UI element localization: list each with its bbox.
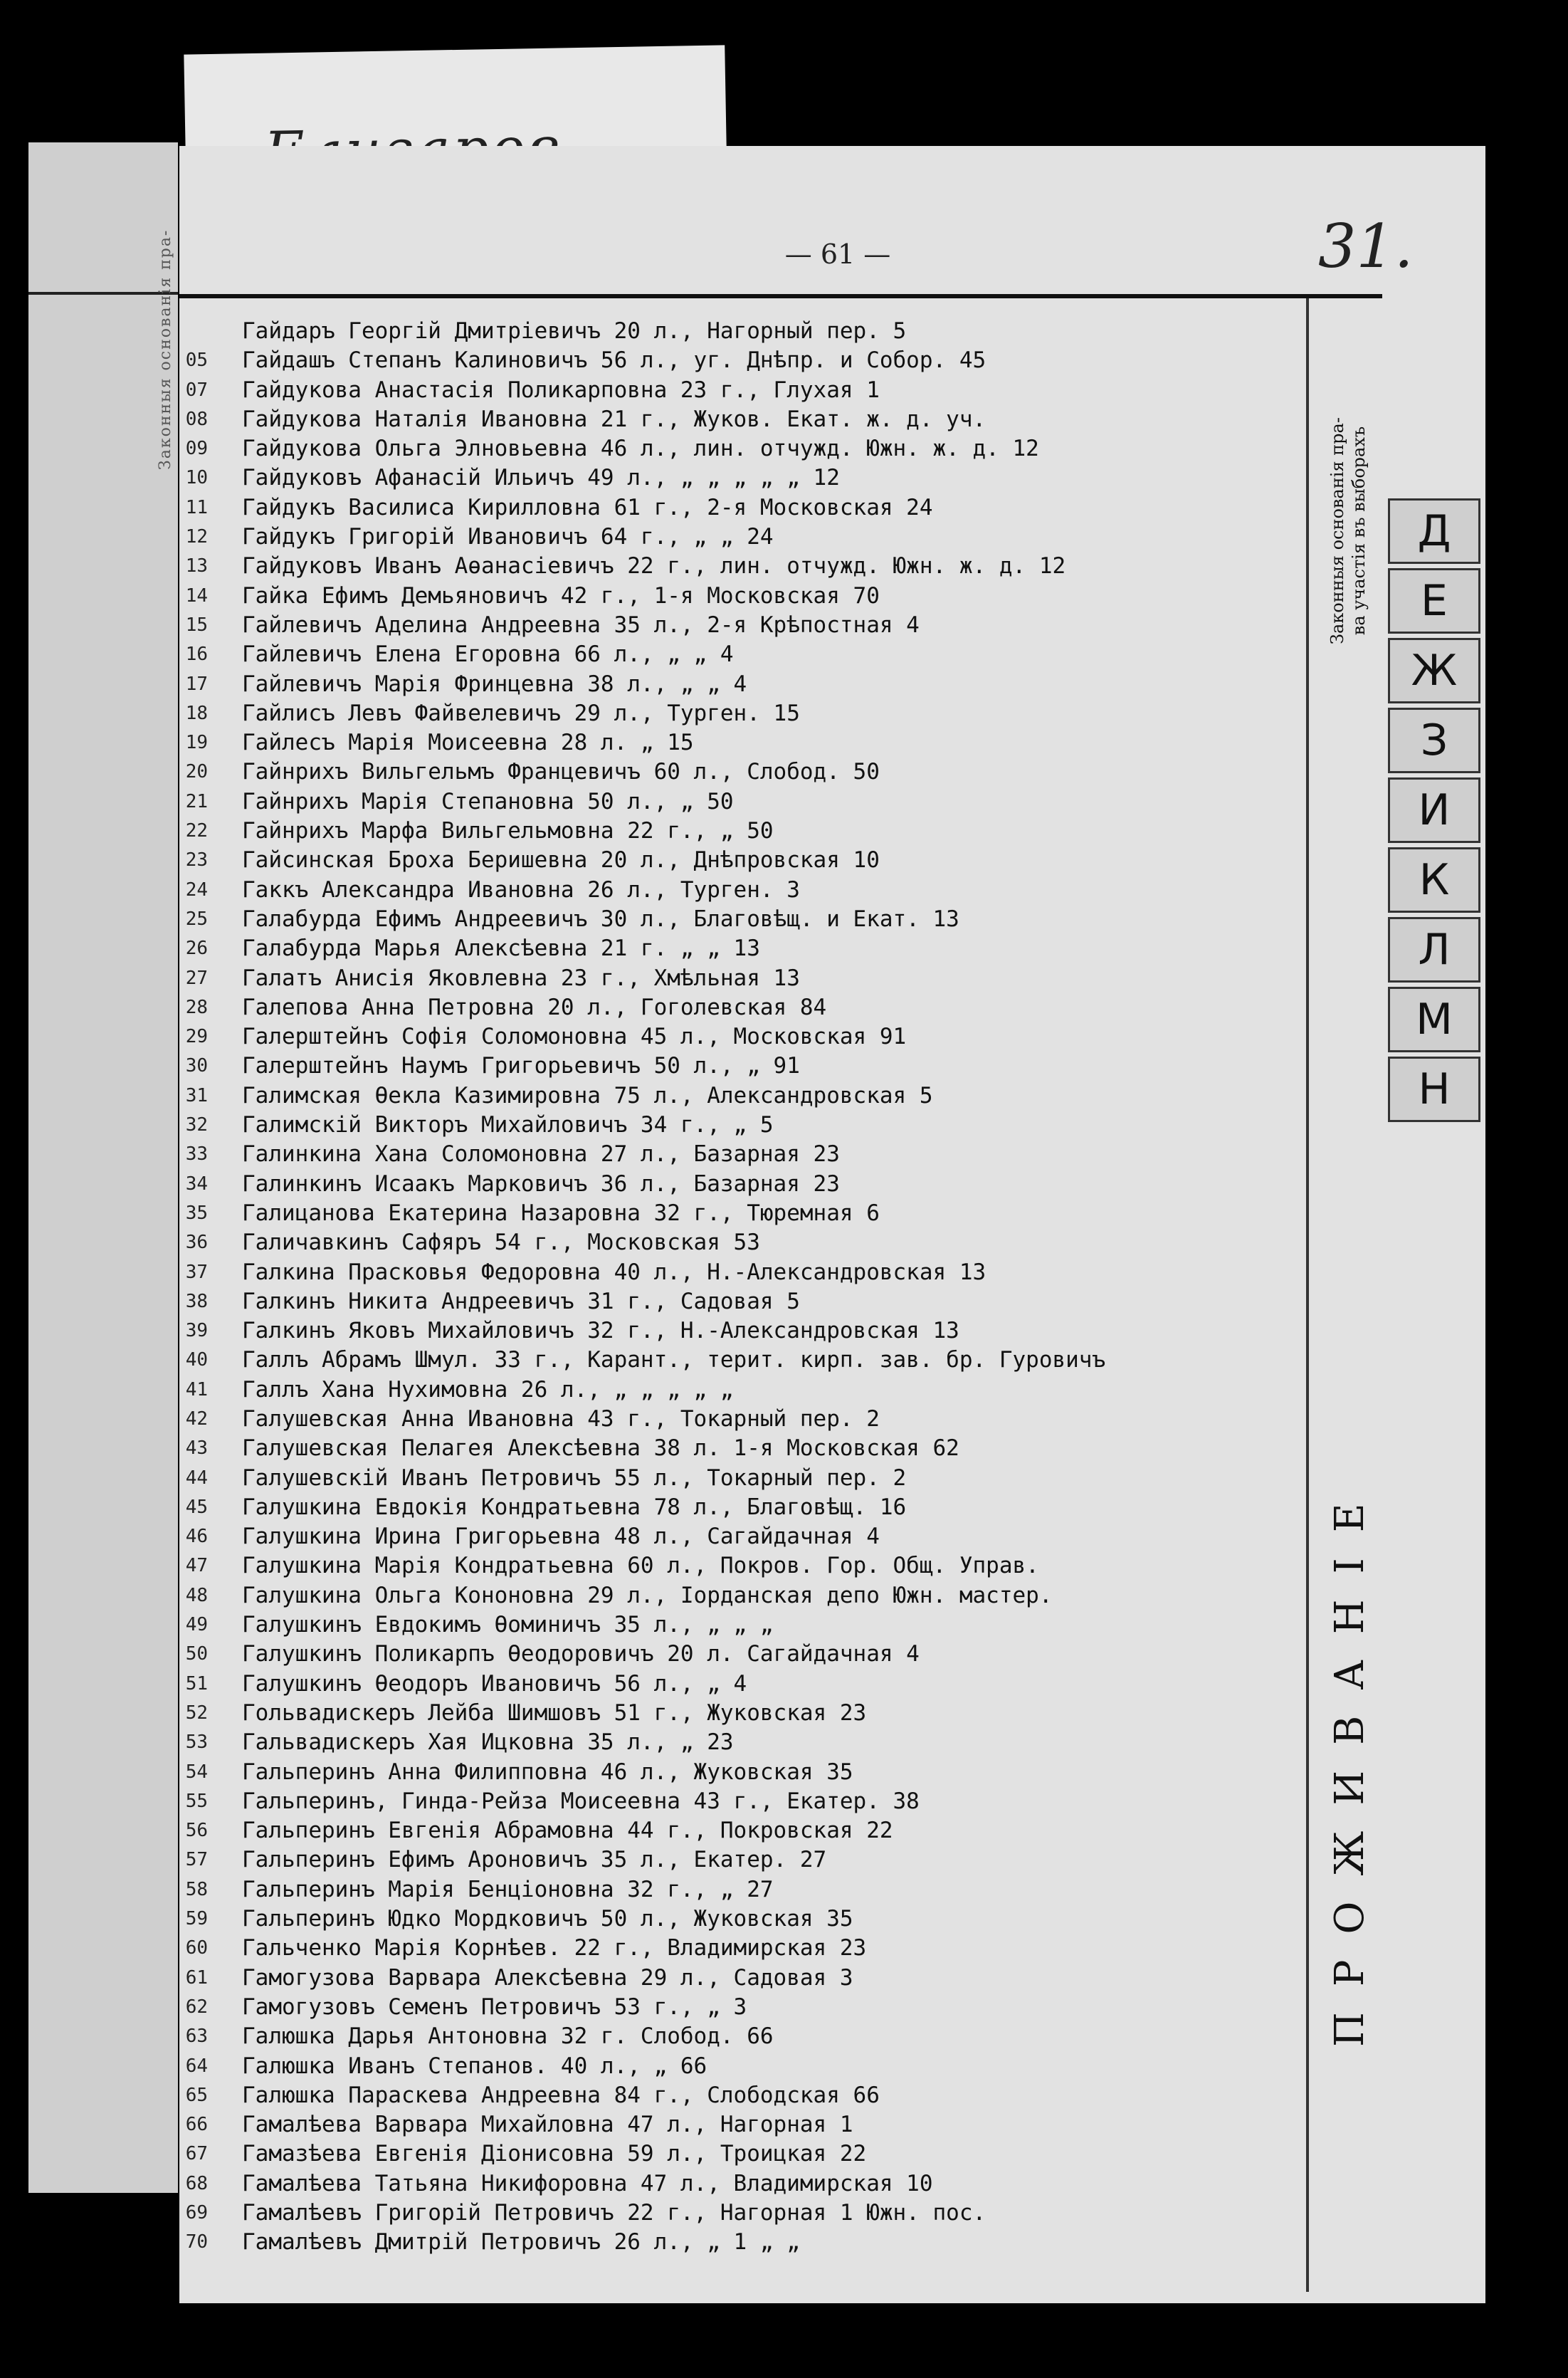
alphabet-tab[interactable]: Л	[1388, 917, 1480, 983]
entry-text: Галюшка Иванъ Степанов. 40 л., „ 66	[242, 2053, 707, 2079]
entry-row	[179, 493, 1325, 523]
alphabet-tabs	[1388, 498, 1480, 1126]
entry-number: 10	[185, 467, 208, 489]
entry-row	[179, 434, 1325, 463]
entry-row	[179, 2199, 1325, 2228]
entry-text: Галатъ Анисія Яковлевна 23 г., Хмѣльная 13	[242, 965, 800, 991]
entry-text: Галкинъ Яковъ Михайловичъ 32 г., Н.-Александровская 13	[242, 1318, 959, 1344]
entry-row	[179, 1640, 1325, 1669]
entry-text: Гайдаръ Георгій Дмитріевичъ 20 л., Нагорный пер. 5	[242, 318, 907, 344]
left-page-rule	[28, 292, 178, 295]
entry-row	[179, 1787, 1325, 1816]
entry-row	[179, 376, 1325, 405]
entry-text: Гайдуковъ Афанасій Ильичъ 49 л., „ „ „ „ „ 12	[242, 465, 840, 491]
entry-number: 50	[185, 1643, 208, 1665]
entry-text: Гальперинъ Ефимъ Ароновичъ 35 л., Екатер. 27	[242, 1847, 827, 1873]
entry-row	[179, 552, 1325, 581]
entry-number: 42	[185, 1408, 208, 1430]
entry-number: 64	[185, 2055, 208, 2077]
entry-text: Гайдашъ Степанъ Калиновичъ 56 л., уг. Днѣпр. и Собор. 45	[242, 347, 986, 374]
entry-text: Гальперинъ Евгенія Абрамовна 44 г., Покровская 22	[242, 1818, 893, 1844]
entry-number: 20	[185, 761, 208, 783]
entry-text: Гайсинская Броха Беришевна 20 л., Днѣпровская 10	[242, 847, 880, 874]
entry-number: 47	[185, 1555, 208, 1577]
entry-text: Галушевскій Иванъ Петровичъ 55 л., Токарный пер. 2	[242, 1465, 907, 1491]
entry-row	[179, 1199, 1325, 1228]
entry-text: Гайнрихъ Вильгельмъ Францевичъ 60 л., Слобод. 50	[242, 759, 880, 785]
entry-row	[179, 670, 1325, 699]
entry-row	[179, 2169, 1325, 2199]
entry-number: 51	[185, 1672, 208, 1695]
entry-number: 54	[185, 1761, 208, 1783]
entry-number: 13	[185, 555, 208, 577]
entry-text: Гамазѣева Евгенія Діонисовна 59 л., Троицкая 22	[242, 2141, 867, 2167]
entry-number: 12	[185, 526, 208, 548]
entry-row	[179, 317, 1325, 346]
entry-text: Гайдукъ Григорій Ивановичъ 64 г., „ „ 24	[242, 524, 774, 550]
entry-text: Гайнрихъ Марія Степановна 50 л., „ 50	[242, 788, 734, 815]
entry-text: Гамалѣева Татьяна Никифоровна 47 л., Владимирская 10	[242, 2170, 933, 2196]
entry-number: 33	[185, 1143, 208, 1166]
entry-text: Гальперинъ Марія Бенціоновна 32 г., „ 27	[242, 1876, 774, 1902]
entry-row	[179, 817, 1325, 846]
entry-text: Галюшка Дарья Антоновна 32 г. Слобод. 66	[242, 2023, 774, 2050]
entry-text: Гайлевичъ Аделина Андреевна 35 л., 2-я Крѣпостная 4	[242, 612, 920, 638]
entry-row	[179, 405, 1325, 434]
entry-row	[179, 611, 1325, 640]
entry-row	[179, 1610, 1325, 1640]
entry-number: 44	[185, 1467, 208, 1489]
entry-row	[179, 1758, 1325, 1787]
entry-text: Галабурда Ефимъ Андреевичъ 30 л., Благовѣщ. и Екат. 13	[242, 906, 959, 932]
entry-text: Гайлесъ Марія Моисеевна 28 л. „ 15	[242, 730, 694, 756]
page-number: — 61 —	[784, 239, 891, 270]
entry-row	[179, 964, 1325, 993]
rights-header-line-1: Законныя основанія пра-	[1327, 417, 1347, 644]
entry-text: Гальвадискеръ Хая Ицковна 35 л., „ 23	[242, 1729, 734, 1756]
entry-text: Галерштейнъ Наумъ Григорьевичъ 50 л., „ 91	[242, 1053, 800, 1079]
entry-number: 29	[185, 1026, 208, 1048]
entry-text: Гамогузова Варвара Алексѣевна 29 л., Садовая 3	[242, 1964, 853, 1991]
entry-text: Галкина Прасковья Федоровна 40 л., Н.-Александровская 13	[242, 1259, 986, 1285]
entry-row	[179, 1346, 1325, 1375]
entry-text: Галкинъ Никита Андреевичъ 31 г., Садовая 5	[242, 1288, 800, 1314]
entry-number: 07	[185, 379, 208, 401]
entry-row	[179, 346, 1325, 375]
entry-number: 56	[185, 1820, 208, 1842]
entry-row	[179, 1022, 1325, 1052]
entry-number: 25	[185, 908, 208, 930]
entry-number: 46	[185, 1526, 208, 1548]
entry-row	[179, 1228, 1325, 1257]
entry-number: 16	[185, 644, 208, 666]
register-page	[179, 146, 1485, 2303]
entry-text: Галинкинъ Исаакъ Марковичъ 36 л., Базарная 23	[242, 1170, 840, 1197]
entry-text: Гайка Ефимъ Демьяновичъ 42 г., 1-я Московская 70	[242, 582, 880, 609]
entry-number: 67	[185, 2143, 208, 2165]
entry-number: 69	[185, 2202, 208, 2224]
entry-text: Галичавкинъ Сафяръ 54 г., Московская 53	[242, 1230, 760, 1256]
entry-row	[179, 523, 1325, 552]
entry-row	[179, 1816, 1325, 1845]
entry-text: Галушкинъ Поликарпъ Ѳеодоровичъ 20 л. Сагайдачная 4	[242, 1641, 920, 1667]
entry-row	[179, 1728, 1325, 1757]
entry-list	[179, 317, 1325, 2258]
entry-number: 59	[185, 1908, 208, 1930]
entry-number: 08	[185, 408, 208, 430]
entry-row	[179, 758, 1325, 787]
entry-text: Гальперинъ Юдко Мордковичъ 50 л., Жуковская 35	[242, 1906, 853, 1932]
entry-text: Гамалѣевъ Григорій Петровичъ 22 г., Нагорная 1 Южн. пос.	[242, 2200, 986, 2226]
entry-text: Гальченко Марія Корнѣев. 22 г., Владимирская 23	[242, 1935, 867, 1961]
entry-number: 38	[185, 1290, 208, 1312]
entry-row	[179, 2228, 1325, 2257]
entry-text: Галушкина Марія Кондратьевна 60 л., Покров. Гор. Общ. Управ.	[242, 1553, 1039, 1579]
entry-row	[179, 699, 1325, 728]
entry-number: 62	[185, 1996, 208, 2018]
entry-text: Галицанова Екатерина Назаровна 32 г., Тюремная 6	[242, 1200, 880, 1226]
entry-number: 43	[185, 1437, 208, 1460]
entry-row	[179, 934, 1325, 963]
entry-text: Галабурда Марья Алексѣевна 21 г. „ „ 13	[242, 936, 760, 962]
entry-row	[179, 463, 1325, 493]
entry-number: 30	[185, 1055, 208, 1077]
entry-text: Гайдуковъ Иванъ Аѳанасіевичъ 22 г., лин. отчужд. Южн. ж. д. 12	[242, 553, 1066, 580]
entry-text: Галушевская Пелагея Алексѣевна 38 л. 1-я Московская 62	[242, 1435, 959, 1462]
alphabet-tab[interactable]: И	[1388, 777, 1480, 843]
entry-number: 48	[185, 1584, 208, 1606]
entry-text: Гайлевичъ Марія Фринцевна 38 л., „ „ 4	[242, 671, 747, 697]
entry-text: Галимскій Викторъ Михайловичъ 34 г., „ 5	[242, 1112, 774, 1138]
entry-row	[179, 1875, 1325, 1905]
entry-row	[179, 1258, 1325, 1287]
entry-number: 66	[185, 2114, 208, 2136]
entry-row	[179, 2081, 1325, 2110]
entry-number: 52	[185, 1702, 208, 1724]
entry-row	[179, 1670, 1325, 1699]
entry-number: 60	[185, 1937, 208, 1959]
alphabet-tab[interactable]: З	[1388, 708, 1480, 773]
entry-number: 28	[185, 996, 208, 1018]
entry-row	[179, 1522, 1325, 1551]
entry-number: 31	[185, 1084, 208, 1106]
entry-number: 68	[185, 2172, 208, 2194]
entry-text: Галушкина Ирина Григорьевна 48 л., Сагайдачная 4	[242, 1524, 880, 1550]
entry-text: Галушкинъ Евдокимъ Ѳоминичъ 35 л., „ „ „	[242, 1612, 774, 1638]
entry-text: Гайлевичъ Елена Егоровна 66 л., „ „ 4	[242, 641, 734, 668]
entry-text: Гайдукова Анастасія Поликарповна 23 г., Глухая 1	[242, 377, 880, 403]
entry-number: 45	[185, 1496, 208, 1518]
entry-row	[179, 2139, 1325, 2169]
entry-row	[179, 2052, 1325, 2081]
entry-text: Галушкина Евдокія Кондратьевна 78 л., Благовѣщ. 16	[242, 1494, 907, 1520]
entry-row	[179, 728, 1325, 758]
alphabet-tab[interactable]: К	[1388, 847, 1480, 913]
entry-row	[179, 1287, 1325, 1316]
entry-number: 41	[185, 1378, 208, 1400]
entry-row	[179, 876, 1325, 905]
entry-number: 61	[185, 1966, 208, 1989]
rights-header-line-2: ва участія въ выборахъ	[1349, 426, 1369, 636]
entry-row	[179, 640, 1325, 669]
entry-text: Гаккъ Александра Ивановна 26 л., Турген. 3	[242, 876, 800, 903]
entry-text: Галлъ Абрамъ Шмул. 33 г., Карант., терит. кирп. зав. бр. Гуровичъ	[242, 1347, 1106, 1373]
entry-row	[179, 993, 1325, 1022]
entry-row	[179, 1964, 1325, 1993]
entry-number: 11	[185, 496, 208, 518]
entry-text: Галерштейнъ Софія Соломоновна 45 л., Московская 91	[242, 1024, 907, 1050]
entry-number: 22	[185, 820, 208, 842]
entry-text: Галлъ Хана Нухимовна 26 л., „ „ „ „ „	[242, 1376, 734, 1403]
alphabet-tab[interactable]: Д	[1388, 498, 1480, 564]
entry-number: 15	[185, 614, 208, 636]
left-bound-page	[28, 142, 178, 2193]
entry-text: Гайдукова Ольга Элновьевна 46 л., лин. отчужд. Южн. ж. д. 12	[242, 436, 1039, 462]
entry-number: 35	[185, 1202, 208, 1224]
entry-text: Галимская Ѳекла Казимировна 75 л., Александровская 5	[242, 1082, 933, 1109]
entry-number: 32	[185, 1114, 208, 1136]
entry-row	[179, 1081, 1325, 1111]
entry-number: 39	[185, 1320, 208, 1342]
entry-text: Гальперинъ Анна Филипповна 46 л., Жуковская 35	[242, 1759, 853, 1785]
entry-number: 17	[185, 673, 208, 695]
entry-row	[179, 1111, 1325, 1140]
entry-row	[179, 582, 1325, 611]
entry-number: 05	[185, 350, 208, 372]
entry-number: 65	[185, 2084, 208, 2106]
entry-number: 57	[185, 1849, 208, 1871]
entry-row	[179, 1905, 1325, 1934]
alphabet-tab[interactable]: Ж	[1388, 638, 1480, 703]
entry-text: Гальперинъ, Гинда-Рейза Моисеевна 43 г., Екатер. 38	[242, 1788, 920, 1814]
entry-row	[179, 1934, 1325, 1963]
entry-text: Галушевская Анна Ивановна 43 г., Токарный пер. 2	[242, 1405, 880, 1432]
entry-row	[179, 1376, 1325, 1405]
entry-row	[179, 846, 1325, 875]
entry-row	[179, 905, 1325, 934]
entry-number: 26	[185, 938, 208, 960]
entry-number: 27	[185, 967, 208, 989]
entry-text: Галушкина Ольга Кононовна 29 л., Іорданская депо Южн. мастер.	[242, 1582, 1053, 1608]
entry-row	[179, 787, 1325, 817]
entry-text: Гамалѣевъ Дмитрій Петровичъ 26 л., „ 1 „ „	[242, 2229, 800, 2256]
entry-row	[179, 2022, 1325, 2051]
entry-row	[179, 1170, 1325, 1199]
alphabet-tab[interactable]: Е	[1388, 568, 1480, 634]
entry-text: Гамалѣева Варвара Михайловна 47 л., Нагорная 1	[242, 2112, 853, 2138]
entry-text: Гайдукова Наталія Ивановна 21 г., Жуков. Екат. ж. д. уч.	[242, 406, 986, 432]
entry-text: Гайлисъ Левъ Файвелевичъ 29 л., Турген. 15	[242, 700, 800, 726]
entry-number: 18	[185, 702, 208, 724]
entry-number: 19	[185, 732, 208, 754]
alphabet-tab[interactable]: М	[1388, 987, 1480, 1052]
entry-row	[179, 1405, 1325, 1434]
entry-row	[179, 1551, 1325, 1581]
header-rule	[179, 294, 1382, 298]
entry-row	[179, 1434, 1325, 1463]
entry-text: Галюшка Параскева Андреевна 84 г., Слободская 66	[242, 2082, 880, 2108]
entry-number: 37	[185, 1261, 208, 1283]
entry-row	[179, 1140, 1325, 1169]
left-page-header: Законныя основанія пра-	[157, 229, 174, 470]
entry-row	[179, 1993, 1325, 2022]
entry-row	[179, 1493, 1325, 1522]
alphabet-tab[interactable]: Н	[1388, 1057, 1480, 1122]
entry-text: Галинкина Хана Соломоновна 27 л., Базарная 23	[242, 1141, 840, 1168]
entry-number: 58	[185, 1878, 208, 1900]
entry-text: Галепова Анна Петровна 20 л., Гоголевская 84	[242, 994, 827, 1020]
entry-number: 55	[185, 1790, 208, 1812]
entry-number: 24	[185, 879, 208, 901]
section-title: ПРОЖИВАНІЕ	[1327, 1477, 1373, 2047]
entry-row	[179, 1845, 1325, 1875]
entry-row	[179, 2110, 1325, 2139]
entry-number: 21	[185, 790, 208, 812]
entry-row	[179, 1464, 1325, 1493]
entry-text: Гольвадискеръ Лейба Шимшовъ 51 г., Жуковская 23	[242, 1699, 867, 1726]
entry-row	[179, 1581, 1325, 1610]
entry-text: Гайнрихъ Марфа Вильгельмовна 22 г., „ 50	[242, 818, 774, 844]
entry-row	[179, 1316, 1325, 1346]
entry-number: 40	[185, 1349, 208, 1371]
entry-text: Галушкинъ Ѳеодоръ Ивановичъ 56 л., „ 4	[242, 1670, 747, 1697]
rights-column-header	[1327, 417, 1369, 644]
entry-number: 70	[185, 2231, 208, 2253]
entry-number: 14	[185, 585, 208, 607]
entry-text: Гайдукъ Василиса Кирилловна 61 г., 2-я Московская 24	[242, 494, 933, 520]
entry-number: 09	[185, 438, 208, 460]
entry-row	[179, 1052, 1325, 1081]
entry-row	[179, 1699, 1325, 1728]
entry-number: 23	[185, 849, 208, 871]
entry-number: 53	[185, 1732, 208, 1754]
handwritten-page-number: 31.	[1318, 211, 1414, 281]
entry-number: 34	[185, 1173, 208, 1195]
entry-number: 63	[185, 2026, 208, 2048]
entry-number: 49	[185, 1614, 208, 1636]
entry-text: Гамогузовъ Семенъ Петровичъ 53 г., „ 3	[242, 1994, 747, 2020]
entry-number: 36	[185, 1232, 208, 1254]
